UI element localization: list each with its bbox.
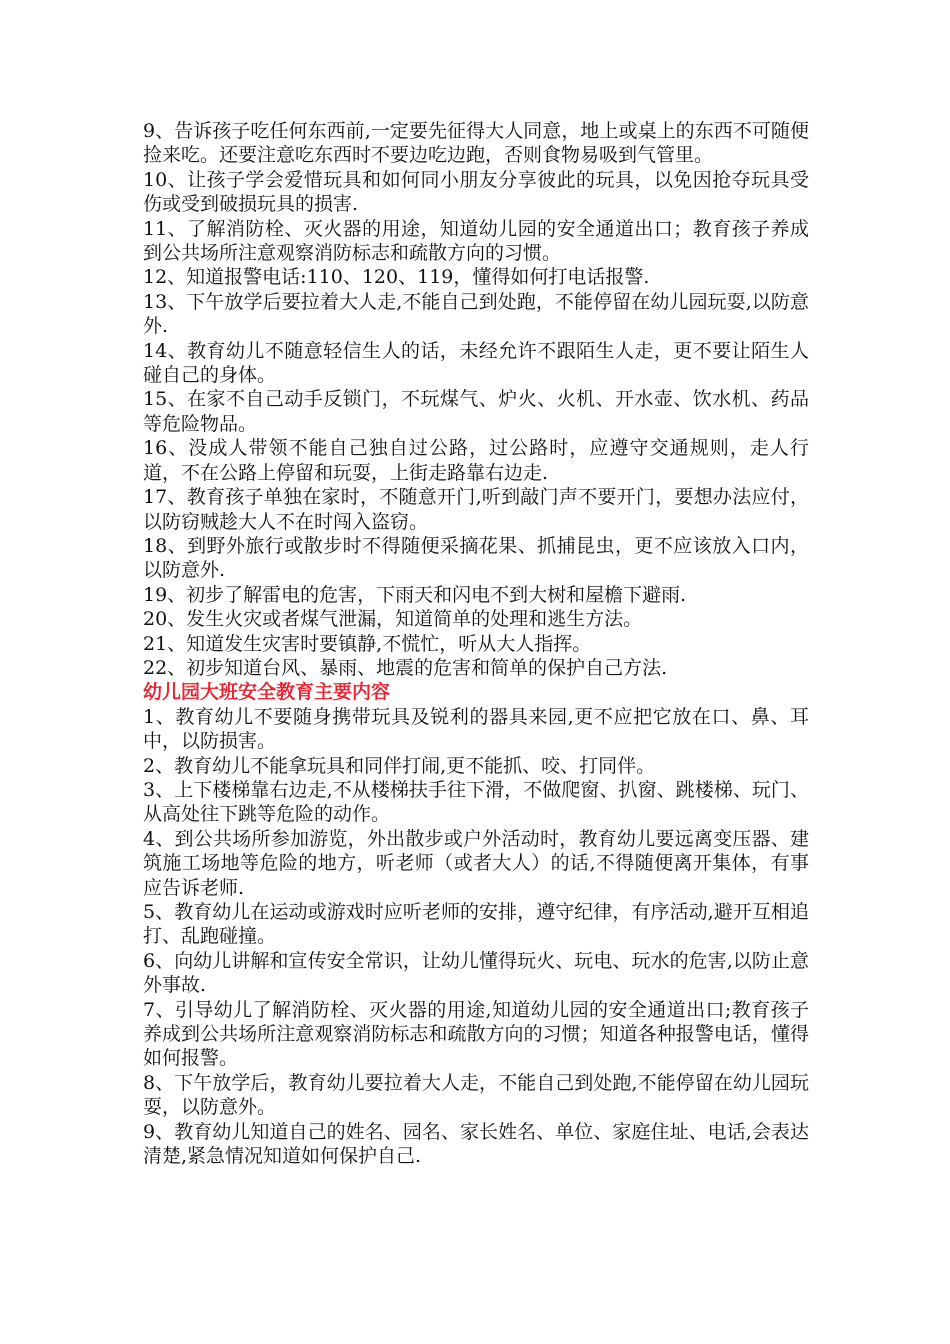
list-item: 15、在家不自己动手反锁门，不玩煤气、炉火、火机、开水壶、饮水机、药品等危险物品。	[143, 388, 809, 435]
list-item: 6、向幼儿讲解和宣传安全常识，让幼儿懂得玩火、玩电、玩水的危害,以防止意外事故.	[143, 949, 809, 997]
list-item: 10、让孩子学会爱惜玩具和如何同小朋友分享彼此的玩具，以免因抢夺玩具受伤或受到破损玩具的损害.	[143, 168, 809, 216]
list-item: 18、到野外旅行或散步时不得随便采摘花果、抓捕昆虫，更不应该放入口内，以防意外.	[143, 534, 809, 582]
list-item: 2、教育幼儿不能拿玩具和同伴打闹,更不能抓、咬、打同伴。	[143, 754, 656, 777]
list-item: 21、知道发生灾害时要镇静,不慌忙，听从大人指挥。	[143, 632, 592, 655]
list-item: 16、没成人带领不能自己独自过公路，过公路时，应遵守交通规则，走人行道，不在公路上停留和玩耍，上街走路靠右边走.	[143, 437, 809, 484]
safety-list-part1	[143, 119, 809, 680]
section-heading: 幼儿园大班安全教育主要内容	[143, 681, 391, 704]
list-item: 19、初步了解雷电的危害，下雨天和闪电不到大树和屋檐下避雨.	[143, 583, 687, 606]
list-item: 12、知道报警电话:110、120、119，懂得如何打电话报警.	[143, 266, 650, 289]
list-item: 20、发生火灾或者煤气泄漏，知道简单的处理和逃生方法。	[143, 608, 643, 631]
list-item: 11、了解消防栓、灭火器的用途，知道幼儿园的安全通道出口；教育孩子养成到公共场所注意观察消防标志和疏散方向的习惯。	[143, 217, 809, 265]
list-item: 3、上下楼梯靠右边走,不从楼梯扶手往下滑，不做爬窗、扒窗、跳楼梯、玩门、从高处往下跳等危险的动作。	[143, 778, 809, 826]
list-item: 1、教育幼儿不要随身携带玩具及锐利的器具来园,更不应把它放在口、鼻、耳中，以防损害。	[143, 705, 809, 753]
list-item: 7、引导幼儿了解消防栓、灭火器的用途,知道幼儿园的安全通道出口;教育孩子养成到公共场所注意观察消防标志和疏散方向的习惯；知道各种报警电话，懂得如何报警。	[143, 998, 809, 1070]
list-item: 5、教育幼儿在运动或游戏时应听老师的安排，遵守纪律，有序活动,避开互相追打、乱跑碰撞。	[143, 901, 809, 948]
list-item: 9、教育幼儿知道自己的姓名、园名、家长姓名、单位、家庭住址、电话,会表达清楚,紧急情况知道如何保护自己.	[143, 1120, 809, 1168]
list-item: 22、初步知道台风、暴雨、地震的危害和简单的保护自己方法.	[143, 656, 668, 679]
list-item: 14、教育幼儿不随意轻信生人的话，未经允许不跟陌生人走，更不要让陌生人碰自己的身体。	[143, 339, 809, 387]
list-item: 9、告诉孩子吃任何东西前,一定要先征得大人同意，地上或桌上的东西不可随便捡来吃。还要注意吃东西时不要边吃边跑，否则食物易吸到气管里。	[143, 120, 809, 167]
safety-list-part2	[143, 705, 809, 1169]
list-item: 4、到公共场所参加游览，外出散步或户外活动时，教育幼儿要远离变压器、建筑施工场地等危险的地方，听老师（或者大人）的话,不得随便离开集体，有事应告诉老师.	[143, 827, 809, 899]
list-item: 13、下午放学后要拉着大人走,不能自己到处跑，不能停留在幼儿园玩耍,以防意外.	[143, 290, 809, 338]
list-item: 8、下午放学后，教育幼儿要拉着大人走，不能自己到处跑,不能停留在幼儿园玩耍，以防意外。	[143, 1071, 809, 1119]
list-item: 17、教育孩子单独在家时，不随意开门,听到敲门声不要开门，要想办法应付，以防窃贼趁大人不在时闯入盗窃。	[143, 486, 809, 533]
document-page	[143, 119, 809, 1168]
